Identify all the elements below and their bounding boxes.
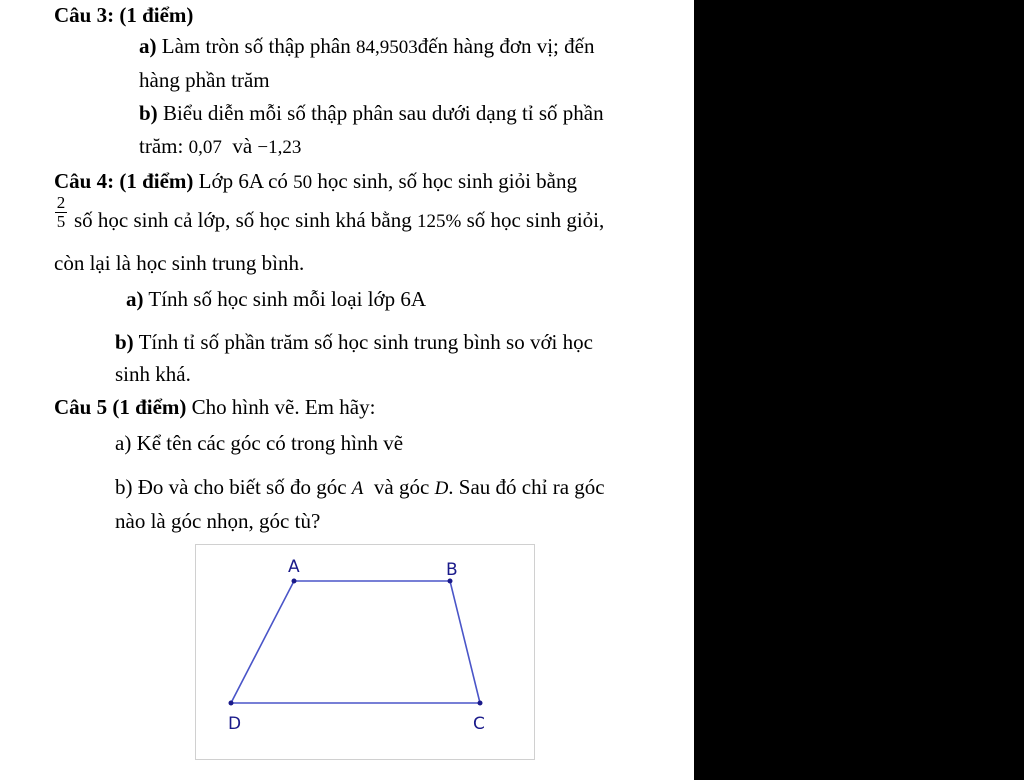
q4-b-line1: b) Tính tỉ số phần trăm số học sinh trung bình so với học xyxy=(115,330,593,354)
quadrilateral-abcd xyxy=(231,581,480,703)
vertex-a-point xyxy=(292,579,297,584)
q5-b-line2: nào là góc nhọn, góc tù? xyxy=(115,509,321,533)
q3-b-line1: b) Biểu diễn mỗi số thập phân sau dưới dạng tỉ số phần xyxy=(139,101,604,125)
q4-a: a) Tính số học sinh mỗi loại lớp 6A xyxy=(126,287,427,311)
quadrilateral-figure xyxy=(195,544,535,760)
vertex-c-label: C xyxy=(473,714,485,734)
q5-a: a) Kể tên các góc có trong hình vẽ xyxy=(115,431,404,455)
q4-line2: số học sinh cả lớp, số học sinh khá bằng 125% số học sinh giỏi, xyxy=(74,208,605,232)
vertex-b-label: B xyxy=(446,560,458,580)
q3-b-line2: trăm: 0,07 và −1,23 xyxy=(139,134,302,158)
q4-line3: còn lại là học sinh trung bình. xyxy=(54,251,305,275)
q5-heading-line: Câu 5 (1 điểm) Cho hình vẽ. Em hãy: xyxy=(54,395,376,419)
vertex-c-point xyxy=(478,701,483,706)
q3-a-line1: a) Làm tròn số thập phân 84,9503đến hàng đơn vị; đến xyxy=(139,34,595,58)
vertex-d-point xyxy=(229,701,234,706)
vertex-a-label: A xyxy=(288,557,300,577)
q4-b-line2: sinh khá. xyxy=(115,362,191,386)
fraction-two-fifths: 2 5 xyxy=(56,193,66,231)
vertex-d-label: D xyxy=(228,714,242,734)
q3-a-line2: hàng phần trăm xyxy=(139,68,270,92)
q4-line1: Câu 4: (1 điểm) Lớp 6A có 50 học sinh, số học sinh giỏi bằng xyxy=(54,169,577,193)
q3-heading: Câu 3: (1 điểm) xyxy=(54,3,194,27)
q5-b-line1: b) Đo và cho biết số đo góc A và góc D. Sau đó chỉ ra góc xyxy=(115,475,605,499)
